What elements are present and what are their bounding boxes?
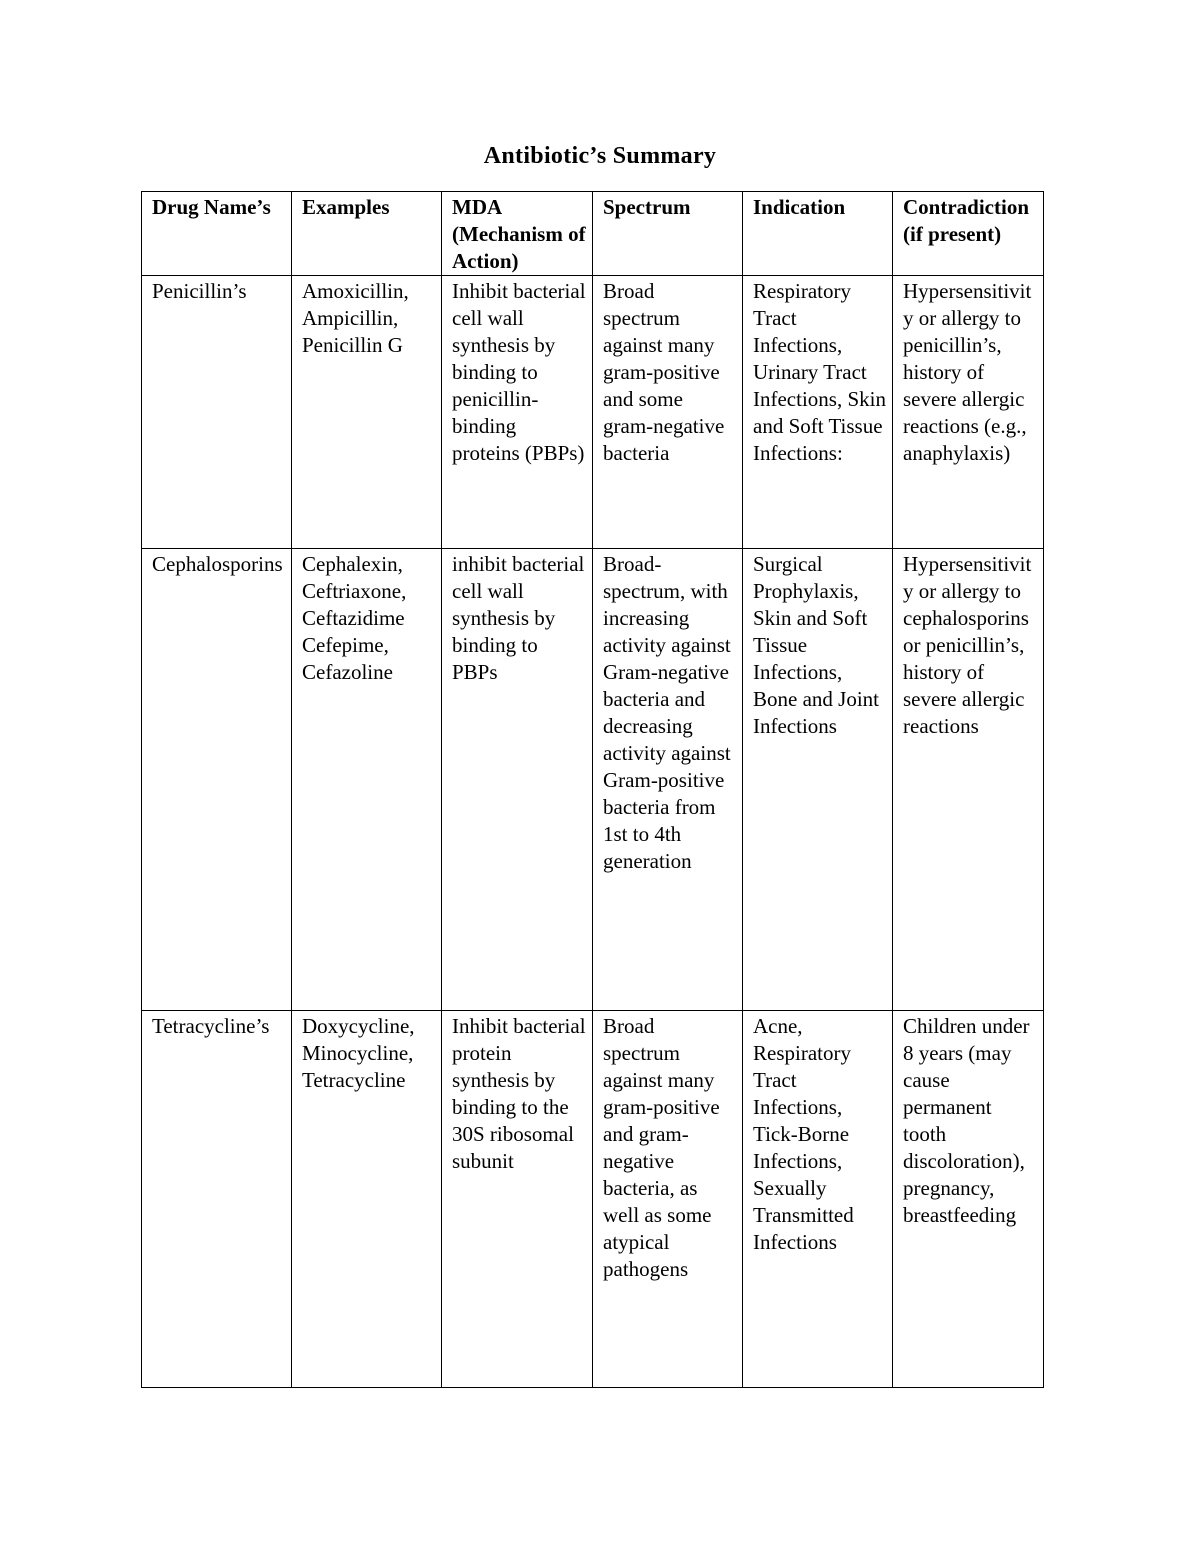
cell-examples: Amoxicillin, Ampicillin, Penicillin G [292,276,442,549]
cell-drug: Cephalosporins [142,549,292,1011]
header-mda: MDA (Mechanism of Action) [442,192,593,276]
cell-contradiction: Hypersensitivity or allergy to cephalosporins or penicillin’s, history of severe allergic reactions [893,549,1044,1011]
cell-drug: Tetracycline’s [142,1011,292,1388]
table-row [142,276,1044,549]
header-spectrum: Spectrum [593,192,743,276]
table-row [142,549,1044,1011]
table-header-row [142,192,1044,276]
cell-spectrum: Broad-spectrum, with increasing activity against Gram-negative bacteria and decreasing activity against Gram-positive bacteria from 1st to 4th generation [593,549,743,1011]
cell-indication: Surgical Prophylaxis, Skin and Soft Tissue Infections, Bone and Joint Infections [743,549,893,1011]
header-drug-name: Drug Name’s [142,192,292,276]
cell-contradiction: Children under 8 years (may cause permanent tooth discoloration), pregnancy, breastfeeding [893,1011,1044,1388]
header-contradiction: Contradiction (if present) [893,192,1044,276]
antibiotic-summary-table [141,191,1044,1388]
cell-drug: Penicillin’s [142,276,292,549]
cell-mda: Inhibit bacterial protein synthesis by binding to the 30S ribosomal subunit [442,1011,593,1388]
cell-contradiction: Hypersensitivity or allergy to penicillin’s, history of severe allergic reactions (e.g., anaphylaxis) [893,276,1044,549]
cell-mda: inhibit bacterial cell wall synthesis by binding to PBPs [442,549,593,1011]
cell-mda: Inhibit bacterial cell wall synthesis by binding to penicillin-binding proteins (PBPs) [442,276,593,549]
table-row [142,1011,1044,1388]
page-title: Antibiotic’s Summary [483,143,717,169]
cell-examples: Cephalexin, Ceftriaxone, Ceftazidime Cefepime, Cefazoline [292,549,442,1011]
cell-spectrum: Broad spectrum against many gram-positive and gram-negative bacteria, as well as some atypical pathogens [593,1011,743,1388]
cell-examples: Doxycycline, Minocycline, Tetracycline [292,1011,442,1388]
header-examples: Examples [292,192,442,276]
cell-spectrum: Broad spectrum against many gram-positive and some gram-negative bacteria [593,276,743,549]
cell-indication: Acne, Respiratory Tract Infections, Tick-Borne Infections, Sexually Transmitted Infections [743,1011,893,1388]
cell-indication: Respiratory Tract Infections, Urinary Tract Infections, Skin and Soft Tissue Infections: [743,276,893,549]
header-indication: Indication [743,192,893,276]
